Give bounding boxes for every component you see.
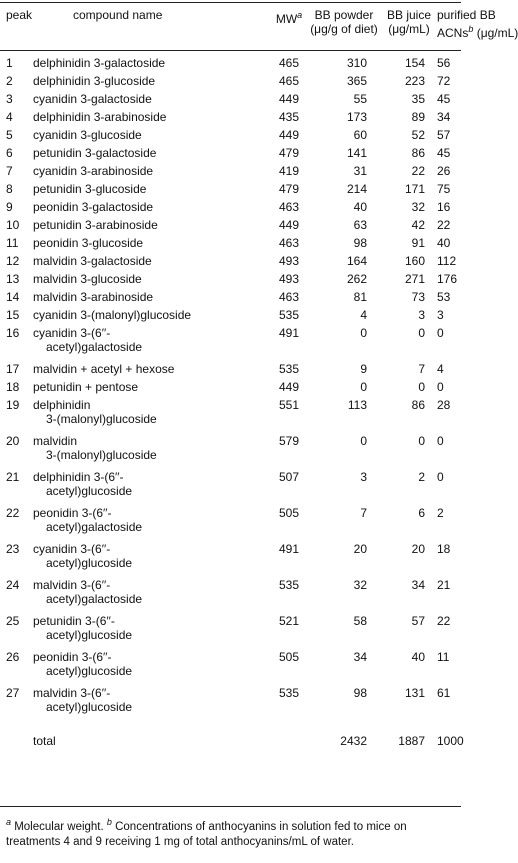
bb-powder-cell: 113 — [347, 398, 367, 412]
compound-cell: peonidin 3-(6′′- acetyl)galactoside — [33, 506, 143, 534]
mw-cell: 491 — [278, 542, 300, 556]
mw-cell: 535 — [278, 686, 300, 700]
bb-powder-cell: 98 — [353, 686, 367, 700]
purified-cell: 56 — [437, 56, 451, 70]
compound-cell: peonidin 3-glucoside — [33, 236, 144, 250]
mw-cell: 491 — [278, 326, 300, 340]
purified-cell: 18 — [437, 542, 451, 556]
peak-cell: 24 — [6, 578, 20, 592]
table-row — [0, 650, 461, 686]
bb-juice-cell: 154 — [404, 56, 425, 70]
compound-cell: cyanidin 3-glucoside — [33, 128, 142, 142]
total-label-cell: total — [33, 734, 56, 748]
compound-cell: petunidin 3-arabinoside — [33, 218, 158, 232]
total-row — [0, 734, 461, 752]
bb-powder-cell: 20 — [353, 542, 367, 556]
table-row — [0, 146, 461, 164]
table-row — [0, 236, 461, 254]
bb-powder-cell: 0 — [360, 326, 367, 340]
compound-cell: cyanidin 3-(malonyl)glucoside — [33, 308, 192, 322]
bb-powder-cell: 310 — [346, 56, 367, 70]
compound-cell: malvidin 3-arabinoside — [33, 290, 154, 304]
compound-cell: cyanidin 3-galactoside — [33, 92, 152, 106]
total-purified-cell: 1000 — [437, 734, 464, 748]
header-bb-juice: BB juice (μg/mL) — [386, 8, 432, 36]
table-row — [0, 74, 461, 92]
peak-cell: 9 — [6, 200, 13, 214]
peak-cell: 1 — [6, 56, 13, 70]
compound-cell: petunidin 3-glucoside — [33, 182, 147, 196]
compound-cell: cyanidin 3-arabinoside — [33, 164, 154, 178]
bb-juice-cell: 40 — [411, 650, 425, 664]
mw-cell: 449 — [278, 218, 300, 232]
compound-cell: malvidin + acetyl + hexose — [33, 362, 175, 376]
purified-cell: 0 — [437, 380, 444, 394]
compound-cell: delphinidin 3-(6′′- acetyl)glucoside — [33, 470, 133, 498]
bb-juice-cell: 86 — [411, 398, 425, 412]
mw-cell: 465 — [278, 74, 300, 88]
table-row — [0, 614, 461, 650]
table-row — [0, 182, 461, 200]
table-row — [0, 542, 461, 578]
mw-cell: 463 — [278, 290, 300, 304]
bb-powder-cell: 60 — [353, 128, 367, 142]
purified-cell: 72 — [437, 74, 451, 88]
bb-powder-cell: 4 — [360, 308, 367, 322]
peak-cell: 26 — [6, 650, 20, 664]
peak-cell: 8 — [6, 182, 13, 196]
mw-cell: 505 — [278, 650, 300, 664]
table-row — [0, 56, 461, 74]
table-row — [0, 578, 461, 614]
footnote-a-text: Molecular weight. — [11, 820, 107, 833]
purified-cell: 45 — [437, 92, 451, 106]
compound-cell: petunidin + pentose — [33, 380, 139, 394]
purified-cell: 45 — [437, 146, 451, 160]
mw-cell: 505 — [278, 506, 300, 520]
footnote-b-mark: b — [106, 817, 112, 827]
bb-powder-cell: 34 — [353, 650, 367, 664]
purified-cell: 57 — [437, 128, 451, 142]
compound-cell: malvidin 3-(6′′- acetyl)galactoside — [33, 578, 143, 606]
anthocyanin-table — [0, 8, 518, 752]
compound-cell: peonidin 3-galactoside — [33, 200, 154, 214]
bb-juice-cell: 32 — [411, 200, 425, 214]
purified-cell: 4 — [437, 362, 444, 376]
table-row — [0, 326, 461, 362]
mw-cell: 463 — [278, 236, 300, 250]
bb-powder-cell: 0 — [360, 380, 367, 394]
bb-powder-cell: 214 — [346, 182, 367, 196]
bb-juice-cell: 171 — [404, 182, 425, 196]
header-row — [0, 8, 461, 42]
bb-juice-cell: 0 — [418, 380, 425, 394]
bb-juice-cell: 35 — [411, 92, 425, 106]
purified-cell: 26 — [437, 164, 451, 178]
table-row — [0, 470, 461, 506]
bb-juice-cell: 223 — [404, 74, 425, 88]
mw-cell: 465 — [278, 56, 300, 70]
bb-powder-cell: 0 — [360, 434, 367, 448]
purified-cell: 61 — [437, 686, 451, 700]
peak-cell: 17 — [6, 362, 20, 376]
peak-cell: 27 — [6, 686, 20, 700]
table-row — [0, 92, 461, 110]
bb-juice-cell: 57 — [411, 614, 425, 628]
bb-juice-cell: 0 — [418, 434, 425, 448]
purified-cell: 176 — [437, 272, 458, 286]
peak-cell: 3 — [6, 92, 13, 106]
table-row — [0, 254, 461, 272]
purified-cell: 2 — [437, 506, 444, 520]
table-row — [0, 434, 461, 470]
mw-cell: 535 — [278, 308, 300, 322]
compound-cell: malvidin 3-galactoside — [33, 254, 152, 268]
bb-juice-cell: 34 — [411, 578, 425, 592]
purified-cell: 28 — [437, 398, 451, 412]
purified-cell: 40 — [437, 236, 451, 250]
peak-cell: 5 — [6, 128, 13, 142]
peak-cell: 12 — [6, 254, 20, 268]
spacer-row — [0, 42, 461, 56]
bb-powder-cell: 365 — [346, 74, 367, 88]
table-row — [0, 362, 461, 380]
bb-juice-cell: 91 — [411, 236, 425, 250]
purified-cell: 0 — [437, 326, 444, 340]
bb-powder-cell: 3 — [360, 470, 367, 484]
bb-powder-cell: 31 — [353, 164, 367, 178]
table-row — [0, 128, 461, 146]
compound-cell: delphinidin 3-galactoside — [33, 56, 166, 70]
purified-cell: 22 — [437, 614, 451, 628]
table-row — [0, 398, 461, 434]
total-empty-cell — [271, 734, 307, 752]
mw-cell: 435 — [278, 110, 300, 124]
purified-cell: 21 — [437, 578, 451, 592]
compound-cell: delphinidin 3-glucoside — [33, 74, 156, 88]
purified-cell: 3 — [437, 308, 444, 322]
footnotes — [6, 815, 458, 850]
mw-cell: 507 — [278, 470, 300, 484]
peak-cell: 14 — [6, 290, 20, 304]
purified-cell: 53 — [437, 290, 451, 304]
peak-cell: 10 — [6, 218, 20, 232]
mw-cell: 493 — [278, 272, 300, 286]
bb-juice-cell: 86 — [411, 146, 425, 160]
bb-juice-cell: 131 — [404, 686, 425, 700]
purified-cell: 0 — [437, 470, 444, 484]
mw-cell: 479 — [278, 182, 300, 196]
peak-cell: 11 — [6, 236, 19, 250]
peak-cell: 18 — [6, 380, 20, 394]
top-rule — [0, 2, 461, 3]
compound-cell: petunidin 3-galactoside — [33, 146, 157, 160]
bb-powder-cell: 7 — [360, 506, 367, 520]
bb-powder-cell: 63 — [353, 218, 367, 232]
bb-juice-cell: 20 — [411, 542, 425, 556]
compound-cell: cyanidin 3-(6′′- acetyl)galactoside — [33, 326, 143, 354]
total-juice-cell: 1887 — [398, 734, 425, 748]
mw-cell: 551 — [278, 398, 300, 412]
bb-juice-cell: 2 — [418, 470, 425, 484]
peak-cell: 25 — [6, 614, 20, 628]
purified-cell: 34 — [437, 110, 451, 124]
header-compound: compound name — [73, 8, 163, 22]
mw-cell: 579 — [278, 434, 300, 448]
total-powder-cell: 2432 — [340, 734, 367, 748]
compound-cell: delphinidin 3-arabinoside — [33, 110, 167, 124]
bb-powder-cell: 173 — [346, 110, 367, 124]
header-rule — [0, 50, 461, 51]
table-body — [0, 42, 464, 752]
purified-cell: 0 — [437, 434, 444, 448]
peak-cell: 19 — [6, 398, 20, 412]
compound-cell: petunidin 3-(6′′- acetyl)glucoside — [33, 614, 133, 642]
table-row — [0, 290, 461, 308]
table-row — [0, 380, 461, 398]
table-row — [0, 686, 461, 722]
footnote-a-mark: a — [6, 817, 12, 827]
bb-juice-cell: 3 — [418, 308, 425, 322]
peak-cell: 13 — [6, 272, 20, 286]
spacer-row — [0, 722, 461, 734]
table-row — [0, 218, 461, 236]
compound-cell: peonidin 3-(6′′- acetyl)glucoside — [33, 650, 133, 678]
bb-juice-cell: 0 — [418, 326, 425, 340]
peak-cell: 4 — [6, 110, 13, 124]
purified-cell: 22 — [437, 218, 451, 232]
table-row — [0, 164, 461, 182]
total-empty-cell — [0, 734, 33, 752]
header-bb-powder: BB powder (μg/g of diet) — [310, 8, 378, 36]
bb-powder-cell: 98 — [353, 236, 367, 250]
mw-cell: 449 — [278, 92, 300, 106]
purified-cell: 11 — [437, 650, 450, 664]
purified-cell: 75 — [437, 182, 451, 196]
bb-powder-cell: 9 — [360, 362, 367, 376]
compound-cell: malvidin 3-(malonyl)glucoside — [33, 434, 157, 462]
table-row — [0, 200, 461, 218]
peak-cell: 22 — [6, 506, 20, 520]
header-mw: $MW^a$ — [275, 10, 303, 26]
mw-cell: 535 — [278, 362, 300, 376]
bb-juice-cell: 7 — [418, 362, 425, 376]
bb-juice-cell: 271 — [404, 272, 425, 286]
bb-powder-cell: 58 — [353, 614, 367, 628]
mw-cell: 449 — [278, 128, 300, 142]
mw-cell: 493 — [278, 254, 300, 268]
compound-cell: malvidin 3-glucoside — [33, 272, 142, 286]
bb-powder-cell: 40 — [353, 200, 367, 214]
purified-cell: 112 — [437, 254, 457, 268]
mw-cell: 521 — [278, 614, 300, 628]
table-row — [0, 272, 461, 290]
bottom-rule — [0, 806, 461, 807]
purified-cell: 16 — [437, 200, 451, 214]
peak-cell: 2 — [6, 74, 13, 88]
compound-cell: delphinidin 3-(malonyl)glucoside — [33, 398, 157, 426]
footnote-b-text: Concentrations of anthocyanins in solution fed to mice on treatments 4 and 9 receiving 1 mg of total anthocyanins/mL of water. — [6, 820, 407, 848]
compound-cell: cyanidin 3-(6′′- acetyl)glucoside — [33, 542, 133, 570]
peak-cell: 7 — [6, 164, 13, 178]
header-purified: purified BB ACNs$^b$ (μg/mL) — [437, 8, 518, 40]
mw-cell: 419 — [278, 164, 300, 178]
mw-cell: 449 — [278, 380, 300, 394]
table-row — [0, 308, 461, 326]
bb-juice-cell: 160 — [404, 254, 425, 268]
bb-juice-cell: 6 — [418, 506, 425, 520]
table-row — [0, 110, 461, 128]
bb-powder-cell: 262 — [346, 272, 367, 286]
peak-cell: 20 — [6, 434, 20, 448]
bb-juice-cell: 73 — [411, 290, 425, 304]
mw-cell: 463 — [278, 200, 300, 214]
header-peak: peak — [6, 8, 33, 22]
bb-juice-cell: 42 — [411, 218, 425, 232]
bb-juice-cell: 22 — [411, 164, 425, 178]
peak-cell: 23 — [6, 542, 20, 556]
bb-juice-cell: 52 — [411, 128, 425, 142]
bb-powder-cell: 164 — [346, 254, 367, 268]
peak-cell: 6 — [6, 146, 13, 160]
mw-cell: 535 — [278, 578, 300, 592]
bb-juice-cell: 89 — [411, 110, 425, 124]
peak-cell: 21 — [6, 470, 20, 484]
mw-cell: 479 — [278, 146, 300, 160]
bb-powder-cell: 81 — [353, 290, 367, 304]
bb-powder-cell: 55 — [353, 92, 367, 106]
peak-cell: 16 — [6, 326, 20, 340]
bb-powder-cell: 141 — [346, 146, 367, 160]
compound-cell: malvidin 3-(6′′- acetyl)glucoside — [33, 686, 133, 714]
bb-powder-cell: 32 — [353, 578, 367, 592]
table-row — [0, 506, 461, 542]
peak-cell: 15 — [6, 308, 20, 322]
